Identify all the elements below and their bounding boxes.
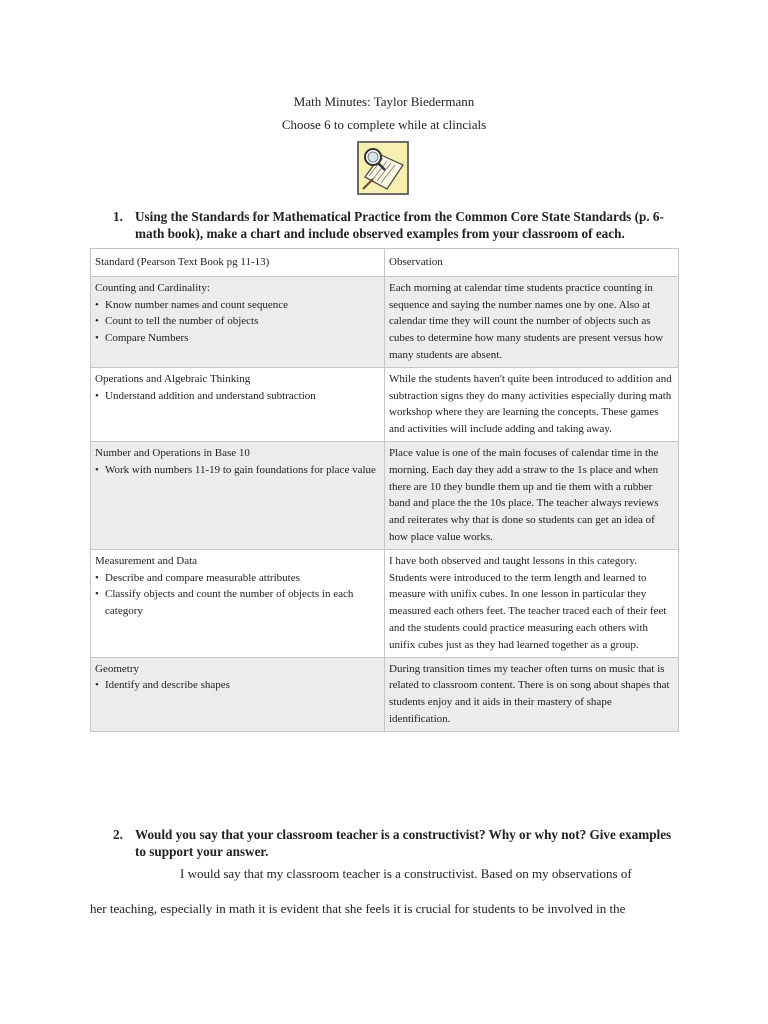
table-row bbox=[91, 657, 679, 731]
question-1-text: Using the Standards for Mathematical Practice from the Common Core State Standards (p. 6- math book), make a chart and include observed examples from your classroom of each. bbox=[135, 209, 664, 241]
standard-bullet: • Understand addition and understand subtraction bbox=[95, 388, 380, 405]
standard-bullet: • Describe and compare measurable attributes bbox=[95, 570, 380, 587]
standard-bullet: • Identify and describe shapes bbox=[95, 677, 380, 694]
answer-paragraph-line: I would say that my classroom teacher is a constructivist. Based on my observations of bbox=[180, 866, 632, 881]
answer-paragraph-line: her teaching, especially in math it is evident that she feels it is crucial for students to be involved in the bbox=[90, 901, 626, 916]
observation-cell: Each morning at calendar time students practice counting in sequence and saying the number names one by one. Also at calendar time they will count the number of objects such as cubes to determine how many students are present versus how many students are absent. bbox=[385, 276, 679, 367]
standard-bullet: • Work with numbers 11-19 to gain foundations for place value bbox=[95, 462, 380, 479]
observation-cell: While the students haven't quite been introduced to addition and subtraction signs they do many activities especially during math workshop where they are learning the concepts. These games and activities will include adding and taking away. bbox=[385, 367, 679, 441]
header-observation: Observation bbox=[385, 249, 679, 277]
table-row bbox=[91, 441, 679, 549]
table-row bbox=[91, 549, 679, 657]
table-row bbox=[91, 367, 679, 441]
document-subtitle: Choose 6 to complete while at clincials bbox=[281, 117, 487, 132]
question-1-number: 1. bbox=[113, 209, 123, 224]
standard-cell bbox=[91, 367, 385, 441]
standards-table bbox=[90, 248, 679, 732]
standard-bullet: • Know number names and count sequence bbox=[95, 297, 380, 314]
standard-bullet: • Classify objects and count the number of objects in each category bbox=[95, 586, 380, 620]
question-2-text: Would you say that your classroom teacher is a constructivist? Why or why not? Give examples to support your answer. bbox=[135, 827, 672, 859]
standard-bullet: • Compare Numbers bbox=[95, 330, 380, 347]
standard-cell bbox=[91, 657, 385, 731]
header-standard: Standard (Pearson Text Book pg 11-13) bbox=[91, 249, 385, 277]
standard-title: Number and Operations in Base 10 bbox=[95, 446, 250, 459]
observation-cell: I have both observed and taught lessons in this category. Students were introduced to the term length and learned to measure with unifix cubes. In one lesson in particular they measured each others feet. The teacher traced each of their feet and the students could practice measuring each others with unifix cubes just as they had learned together as a group. bbox=[385, 549, 679, 657]
question-2 bbox=[113, 826, 673, 860]
standard-bullet: • Count to tell the number of objects bbox=[95, 313, 380, 330]
table-row bbox=[91, 276, 679, 367]
observation-cell: Place value is one of the main focuses of calendar time in the morning. Each day they add a straw to the 1s place and when there are 10 they bundle them up and tie them with a rubber band and place the the 10s place. The teacher always reviews and reiterates why that is done so students can get an idea of how place value works. bbox=[385, 441, 679, 549]
table-header-row bbox=[91, 249, 679, 277]
notebook-magnifier-icon bbox=[357, 141, 409, 195]
question-2-number: 2. bbox=[113, 827, 123, 842]
standard-cell bbox=[91, 441, 385, 549]
standard-cell bbox=[91, 549, 385, 657]
document-title: Math Minutes: Taylor Biedermann bbox=[293, 94, 475, 109]
observation-cell: During transition times my teacher often turns on music that is related to classroom content. There is on song about shapes that students enjoy and it aids in their mastery of shape identification. bbox=[385, 657, 679, 731]
standard-title: Measurement and Data bbox=[95, 554, 198, 567]
standard-title: Operations and Algebraic Thinking bbox=[95, 372, 251, 385]
question-1 bbox=[113, 208, 683, 242]
standard-title: Counting and Cardinality: bbox=[95, 281, 210, 294]
standard-cell bbox=[91, 276, 385, 367]
standard-title: Geometry bbox=[95, 662, 139, 675]
